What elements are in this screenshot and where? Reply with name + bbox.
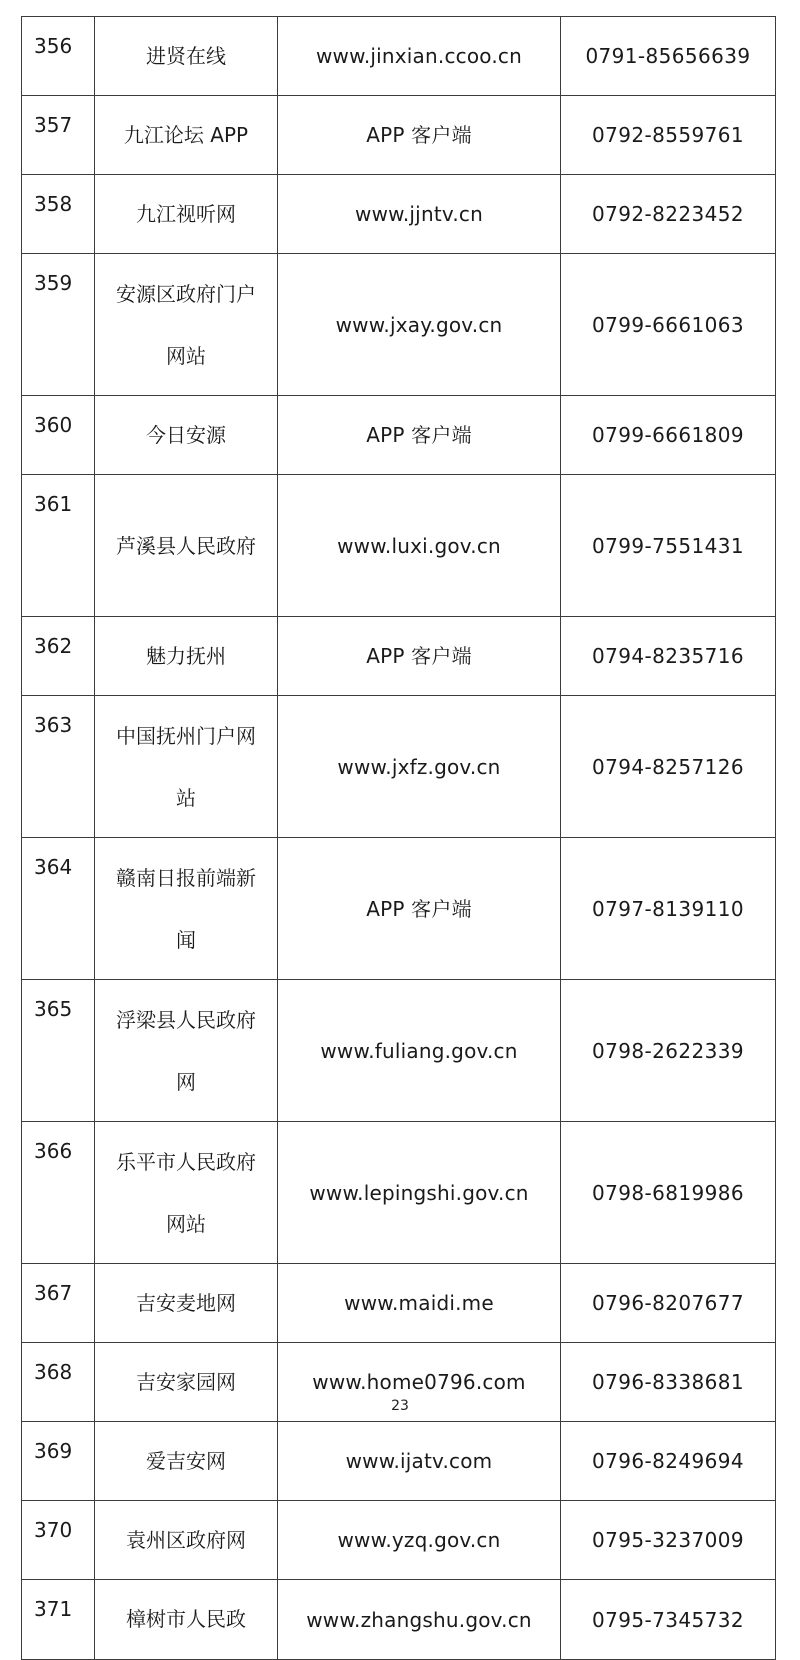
site-name: 魅力抚州 [95, 617, 278, 696]
site-name: 九江视听网 [95, 175, 278, 254]
table-row [22, 1422, 776, 1501]
table-row [22, 617, 776, 696]
site-url: www.home0796.com [278, 1343, 561, 1422]
site-url: www.jxfz.gov.cn [278, 696, 561, 838]
contact-phone: 0792-8223452 [561, 175, 776, 254]
table-row [22, 254, 776, 396]
site-url: www.maidi.me [278, 1264, 561, 1343]
site-name: 樟树市人民政 [95, 1580, 278, 1660]
site-name: 袁州区政府网 [95, 1501, 278, 1580]
table-row [22, 1580, 776, 1660]
row-number: 364 [22, 838, 95, 980]
site-url: www.zhangshu.gov.cn [278, 1580, 561, 1660]
contact-phone: 0797-8139110 [561, 838, 776, 980]
row-number: 368 [22, 1343, 95, 1422]
site-name: 安源区政府门户网站 [95, 254, 278, 396]
site-url: APP 客户端 [278, 838, 561, 980]
contact-phone: 0794-8257126 [561, 696, 776, 838]
table-row [22, 175, 776, 254]
site-name: 进贤在线 [95, 17, 278, 96]
row-number: 362 [22, 617, 95, 696]
site-url: www.lepingshi.gov.cn [278, 1122, 561, 1264]
contact-phone: 0796-8249694 [561, 1422, 776, 1501]
site-name: 赣南日报前端新闻 [95, 838, 278, 980]
table-row [22, 96, 776, 175]
site-url: www.ijatv.com [278, 1422, 561, 1501]
site-name: 爱吉安网 [95, 1422, 278, 1501]
site-name: 吉安家园网 [95, 1343, 278, 1422]
row-number: 370 [22, 1501, 95, 1580]
contact-phone: 0792-8559761 [561, 96, 776, 175]
table-row [22, 396, 776, 475]
contact-phone: 0796-8207677 [561, 1264, 776, 1343]
row-number: 366 [22, 1122, 95, 1264]
table-row [22, 1264, 776, 1343]
table-row [22, 475, 776, 617]
site-name: 芦溪县人民政府 [95, 475, 278, 617]
contact-phone: 0799-6661063 [561, 254, 776, 396]
site-url: www.luxi.gov.cn [278, 475, 561, 617]
row-number: 358 [22, 175, 95, 254]
row-number: 361 [22, 475, 95, 617]
table-row [22, 1501, 776, 1580]
row-number: 371 [22, 1580, 95, 1660]
contact-phone: 0791-85656639 [561, 17, 776, 96]
contact-phone: 0795-3237009 [561, 1501, 776, 1580]
site-url: www.jxay.gov.cn [278, 254, 561, 396]
site-name: 吉安麦地网 [95, 1264, 278, 1343]
table-row [22, 980, 776, 1122]
site-url: www.fuliang.gov.cn [278, 980, 561, 1122]
site-name: 乐平市人民政府网站 [95, 1122, 278, 1264]
table-row [22, 1122, 776, 1264]
site-url: APP 客户端 [278, 396, 561, 475]
contact-phone: 0798-6819986 [561, 1122, 776, 1264]
row-number: 367 [22, 1264, 95, 1343]
row-number: 365 [22, 980, 95, 1122]
table-row [22, 838, 776, 980]
contact-phone: 0796-8338681 [561, 1343, 776, 1422]
row-number: 360 [22, 396, 95, 475]
row-number: 357 [22, 96, 95, 175]
site-name: 浮梁县人民政府网 [95, 980, 278, 1122]
site-name: 中国抚州门户网站 [95, 696, 278, 838]
contact-phone: 0799-6661809 [561, 396, 776, 475]
table-row [22, 696, 776, 838]
site-url: APP 客户端 [278, 96, 561, 175]
site-url: www.jjntv.cn [278, 175, 561, 254]
contact-phone: 0798-2622339 [561, 980, 776, 1122]
row-number: 363 [22, 696, 95, 838]
table-row [22, 17, 776, 96]
site-url: www.jinxian.ccoo.cn [278, 17, 561, 96]
site-name: 今日安源 [95, 396, 278, 475]
site-name: 九江论坛 APP [95, 96, 278, 175]
row-number: 369 [22, 1422, 95, 1501]
site-url: www.yzq.gov.cn [278, 1501, 561, 1580]
contact-phone: 0794-8235716 [561, 617, 776, 696]
row-number: 359 [22, 254, 95, 396]
row-number: 356 [22, 17, 95, 96]
contact-phone: 0795-7345732 [561, 1580, 776, 1660]
page-number: 23 [391, 1398, 409, 1414]
contact-phone: 0799-7551431 [561, 475, 776, 617]
site-url: APP 客户端 [278, 617, 561, 696]
